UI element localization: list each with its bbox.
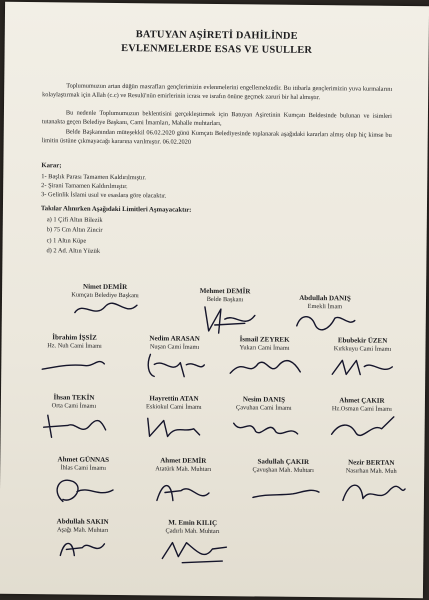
signatory-role: Atatürk Mah. Muhtarı [155,465,212,473]
handwritten-signature [321,474,421,511]
decision-item: 3- Gelinlik İslami usul ve esaslara göre olacaktır. [41,191,167,200]
limit-item: c) 1 Altın Küpe [46,237,87,245]
handwritten-signature [275,310,375,333]
karar-label: Karar; [41,162,62,170]
signature-block [270,294,380,333]
handwritten-signature [311,412,411,445]
signatory-name: M. Emin KILIÇ [168,518,218,528]
handwritten-signature [133,472,233,509]
limit-item: a) 1 Çifi Altın Bilezik [46,216,103,224]
signatory-name: Abdullah SAKIN [56,517,109,526]
signature-block [170,287,281,338]
signatory-name: Nimet DEMİR [83,282,128,292]
handwritten-signature [214,351,314,382]
reason-paragraph: Bu nedenle Toplumumuzun beklentisini gerçekleştirmek için Batuyan Aşiretinin Kumçatı Beldesinde bulunan ve isimleri tutanakta geçen Belediye Başkanı, Cami İmamları, Mahalle muhtarları, [41,109,392,127]
signatory-role: Hz. Nuh Cami İmamı [47,342,102,350]
signatory-role: Çavuhan Cami İmamı [236,404,292,412]
document-title-line2: EVLENMELERDE ESAS VE USULLER [121,43,313,57]
document-page [0,2,429,598]
signature-block [307,336,417,383]
decision-list [41,172,167,200]
limit-item: d) 2 Ad. Altın Yüzük [46,247,101,256]
handwritten-signature [214,411,314,444]
signature-block [28,455,139,508]
decision-item: 1- Başlık Parası Tamamen Kaldırılmıştır. [41,173,147,182]
handwritten-signature [312,352,412,383]
signatory-name: Ebubekir ÜZEN [337,336,388,345]
signatory-role: İhlas Cami İmamı [60,464,107,472]
decision-item: 2- Şirani Tamamen Kaldırılmıştır. [41,182,128,191]
signature-block [50,282,160,321]
signatory-name: Ahmet ÇAKIR [339,396,385,405]
document-title-line1: BATUYAN AŞİRETİ DAHİLİNDE [135,29,298,42]
signatory-name: İbrahim İŞSİZ [52,333,97,342]
limits-list [46,215,102,257]
signature-block [209,335,319,382]
signatory-name: Nesim DANIŞ [242,395,286,404]
signatory-name: Ahmet DEMİR [160,456,207,465]
signatory-role: Emekli İmam [307,302,343,311]
signatory-name: İsmail ZEYREK [239,335,290,344]
handwritten-signature [33,471,133,508]
signature-block [316,458,427,511]
signature-block [306,396,416,445]
handwritten-signature [55,298,155,321]
signature-block [137,518,248,569]
signatory-role: Kırkkuyu Cami İmamı [333,345,392,353]
limits-label: Takılar Alınırken Aşağıdaki Limitleri Aşmayacaktır: [40,205,192,214]
signatory-role: Eskiokul Cami İmamı [146,403,202,411]
signatory-role: Aşağı Mah. Muhtarı [56,526,109,534]
handwritten-signature [32,533,132,564]
decision-paragraph: Belde Başkanından müteşekkil 06.02.2020 günü Kumçatı Belediyesinde toplanarak aşağıdaki kararları almış olup hiç kimse bu limitin üstüne çıkmayacağı kararına varılmıştır. 06.02.2020 [41,128,392,146]
signatory-role: Nasırhan Mah. Muh [345,467,397,475]
signatory-name: Nedim ARASAN [149,334,200,343]
signatory-role: Çavuşhan Mah. Muhtarı [252,466,314,475]
handwritten-signature [24,409,124,442]
signatory-name: Nezir BERTAN [348,458,395,467]
limit-item: b) 75 Cm Altın Zincir [46,226,103,235]
signatory-role: Orta Cami İmamı [51,402,97,410]
signatory-name: Mehmet DEMİR [199,286,251,296]
signature-block [19,393,129,442]
signatory-name: Abdullah DANIŞ [299,293,351,303]
signatory-name: Sadullah ÇAKIR [257,457,310,467]
signature-block [19,333,129,380]
intro-paragraph: Toplumumuzun artan düğün masrafları gençlerimizin evlenmelerini engellemektedir. Bu itibarla gençlerimizin yuva kurmalarını kolaylaştırmak için Allah (c.c) ve Resulü'nün emirlerinin icrası ve israfın önüne geçmek zaruri bir hal almıştır. [42,82,393,102]
handwritten-signature [24,349,124,380]
signature-block [27,517,137,564]
handwritten-signature [175,303,275,338]
signatory-name: İhsan TEKİN [53,393,95,402]
signatory-role: Belde Başkanı [206,295,244,304]
signatory-name: Hayrettin ATAN [149,394,199,403]
signatory-role: Nuşan Cami İmamı [149,343,200,351]
signature-block [209,395,319,444]
signatory-name: Ahmet GÜNNAS [57,455,110,464]
handwritten-signature [142,534,242,569]
signatory-role: Hz.Osman Cami İmamı [331,405,392,413]
signatory-role: Kumçatı Belediye Başkanı [71,291,139,300]
signatory-role: Çadırlı Mah. Muhtarı [165,527,220,536]
signatory-role: Yukarı Cami İmamı [239,344,290,352]
signature-block [128,456,239,509]
